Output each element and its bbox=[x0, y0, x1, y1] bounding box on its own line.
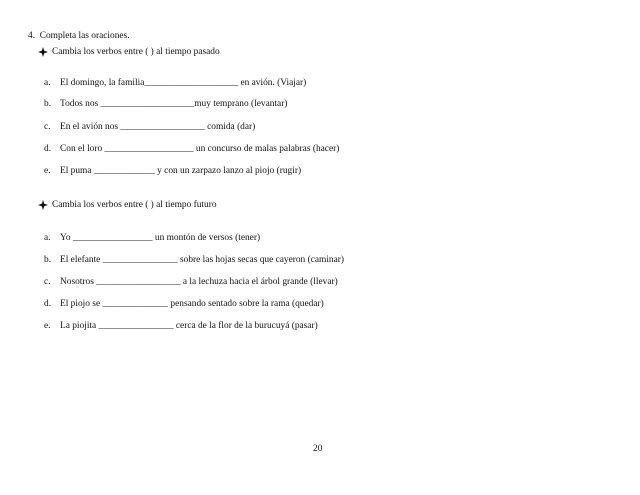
list-item-text: El domingo, la familia____________________ en avión. (Viajar) bbox=[60, 78, 307, 88]
list-item-letter: e. bbox=[44, 166, 51, 176]
four-diamond-bullet-icon bbox=[38, 200, 48, 210]
list-item-text: El piojo se ______________ pensando sentado sobre la rama (quedar) bbox=[60, 299, 324, 309]
page-number: 20 bbox=[313, 444, 323, 454]
list-item-text: El elefante ________________ sobre las hojas secas que cayeron (caminar) bbox=[60, 255, 345, 265]
list-item-letter: a. bbox=[44, 78, 51, 88]
list-item-text: En el avión nos __________________ comida (dar) bbox=[60, 122, 256, 132]
list-item-text: Todos nos ____________________muy temprano (levantar) bbox=[60, 99, 288, 109]
list-item-letter: d. bbox=[44, 299, 52, 309]
section-2-instruction: Cambia los verbos entre ( ) al tiempo futuro bbox=[52, 200, 217, 210]
exercise-heading: 4. Completa las oraciones. bbox=[28, 31, 130, 41]
list-item-letter: c. bbox=[44, 122, 51, 132]
four-diamond-bullet-icon bbox=[38, 47, 48, 57]
list-item-text: La piojita ________________ cerca de la flor de la burucuyá (pasar) bbox=[60, 321, 318, 331]
section-1-instruction: Cambia los verbos entre ( ) al tiempo pasado bbox=[52, 47, 220, 57]
list-item-letter: d. bbox=[44, 144, 52, 154]
list-item-text: Con el loro ___________________ un concurso de malas palabras (hacer) bbox=[60, 144, 340, 154]
list-item-text: Yo _________________ un montón de versos (tener) bbox=[60, 233, 261, 243]
list-item-text: El puma _____________ y con un zarpazo lanzo al piojo (rugir) bbox=[60, 166, 302, 176]
list-item-letter: c. bbox=[44, 277, 51, 287]
list-item-letter: a. bbox=[44, 233, 51, 243]
list-item-letter: e. bbox=[44, 321, 51, 331]
list-item-letter: b. bbox=[44, 255, 52, 265]
list-item-letter: b. bbox=[44, 99, 52, 109]
list-item-text: Nosotros __________________ a la lechuza hacia el árbol grande (llevar) bbox=[60, 277, 338, 287]
